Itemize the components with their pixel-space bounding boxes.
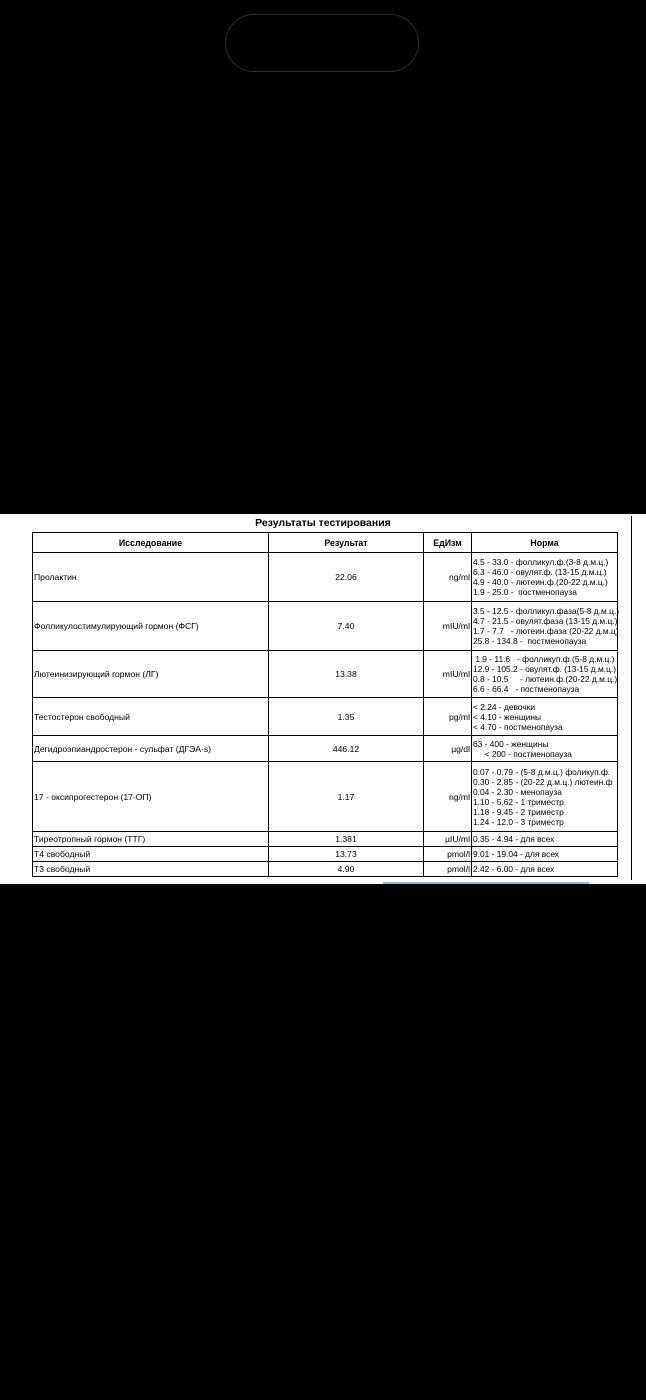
norm-line: 4.9 - 40.0 - лютеин.ф.(20-22 д.м.ц.)	[473, 577, 608, 587]
norm-line: 6.3 - 46.0 - овулят.ф. (13-15 д.м.ц.)	[473, 567, 607, 577]
norm-line: 0.30 - 2.85 - (20-22 д.м.ц.) лютеин.ф	[473, 776, 613, 787]
test-result: 4.90	[269, 862, 424, 877]
test-norm	[472, 602, 618, 651]
norm-line: 3.5 - 12.5 - фолликул.фаза(5-8 д.м.ц.)	[473, 606, 620, 616]
test-unit: mIU/ml	[424, 602, 472, 651]
norm-line: 4.7 - 21.5 - овулят.фаза (13-15 д.м.ц.)	[473, 616, 618, 626]
scroll-indicator-strip	[383, 882, 589, 884]
column-header-test: Исследование	[33, 533, 269, 553]
test-result: 1.17	[269, 762, 424, 832]
norm-line: < 200 - постменопауза	[473, 748, 572, 759]
page-edge-divider	[631, 516, 632, 880]
test-norm	[472, 832, 618, 847]
test-result: 1.381	[269, 832, 424, 847]
norm-line: 1.9 - 25.0 - постменопауза	[473, 587, 577, 597]
test-unit: pmol/l	[424, 847, 472, 862]
test-result: 13.38	[269, 651, 424, 698]
norm-line: < 4.10 - женщины	[473, 711, 542, 722]
results-table	[32, 532, 618, 877]
test-norm	[472, 762, 618, 832]
norm-line: 25.8 - 134.8 - постменопауза	[473, 636, 587, 646]
test-result: 446.12	[269, 736, 424, 762]
test-name: Т3 свободный	[33, 862, 269, 877]
document-title: Результаты тестирования	[255, 517, 391, 529]
test-name: Лютеинизирующий гормон (ЛГ)	[33, 651, 269, 698]
norm-line: 0.07 - 0.79 - (5-8 д.м.ц.) фоликуп.ф.	[473, 766, 611, 777]
table-row	[33, 847, 618, 862]
table-row	[33, 862, 618, 877]
camera-notch	[225, 14, 419, 72]
norm-line: 0.04 - 2.30 - менопауза	[473, 786, 562, 797]
test-name: Тиреотропный гормон (ТТГ)	[33, 832, 269, 847]
test-name: Фолликулостимулирующий гормон (ФСГ)	[33, 602, 269, 651]
table-row	[33, 698, 618, 736]
norm-line: 1.18 - 9.45 - 2 триместр	[473, 806, 564, 817]
norm-line: 4.5 - 33.0 - фолликул.ф.(3-8 д.м.ц.)	[473, 557, 609, 567]
column-header-result: Результат	[269, 533, 424, 553]
table-row	[33, 602, 618, 651]
test-result: 1.35	[269, 698, 424, 736]
test-result: 22.06	[269, 553, 424, 602]
test-unit: ng/ml	[424, 553, 472, 602]
table-row	[33, 651, 618, 698]
column-header-unit: ЕдИзм	[424, 533, 472, 553]
table-row	[33, 553, 618, 602]
norm-line: 1.10 - 5.62 - 1 триместр	[473, 796, 564, 807]
column-header-norm: Норма	[472, 533, 618, 553]
test-norm	[472, 862, 618, 877]
test-norm	[472, 736, 618, 762]
test-unit: pg/ml	[424, 698, 472, 736]
table-row	[33, 832, 618, 847]
test-norm	[472, 651, 618, 698]
table-header-row	[33, 533, 618, 553]
table-row	[33, 762, 618, 832]
test-name: 17 - оксипрогестерон (17-ОП)	[33, 762, 269, 832]
norm-line: 9.01 - 19.04 - для всех	[473, 849, 559, 859]
norm-line: < 4.70 - постменопауза	[473, 721, 563, 732]
test-norm	[472, 698, 618, 736]
norm-line: 6.6 - 66.4 - постменопауза	[473, 684, 580, 694]
norm-line: 0.8 - 10.5 - лютеин.ф.(20-22 д.м.ц.)	[473, 674, 618, 684]
test-unit: mIU/ml	[424, 651, 472, 698]
test-result: 7.40	[269, 602, 424, 651]
norm-line: < 2.24 - девочки	[473, 701, 536, 712]
test-name: Дегидроэпиандростерон - сульфат (ДГЭА-s)	[33, 736, 269, 762]
norm-line: 1.9 - 11.6 - фолликуп.ф.(5-8 д.м.ц.)	[473, 654, 615, 664]
norm-line: 2.42 - 6.00 - для всех	[473, 864, 555, 874]
test-name: Тестостерон свободный	[33, 698, 269, 736]
norm-line: 1.7 - 7.7 - лютеин.фаза (20-22 д.м.ц)	[473, 626, 619, 636]
test-result: 13.73	[269, 847, 424, 862]
norm-line: 1.24 - 12.0 - 3 триместр	[473, 816, 564, 827]
norm-line: 63 - 400 - женщины	[473, 738, 549, 749]
test-unit: ng/ml	[424, 762, 472, 832]
test-norm	[472, 553, 618, 602]
test-unit: pmol/l	[424, 862, 472, 877]
norm-line: 0.35 - 4.94 - для всех	[473, 834, 555, 844]
test-unit: µIU/ml	[424, 832, 472, 847]
test-name: Пролактин	[33, 553, 269, 602]
norm-line: 12.9 - 105.2 - овулят.ф. (13-15 д.м.ц.)	[473, 664, 617, 674]
lab-results-document	[0, 514, 646, 884]
table-row	[33, 736, 618, 762]
test-unit: µg/dl	[424, 736, 472, 762]
test-name: Т4 свободный	[33, 847, 269, 862]
test-norm	[472, 847, 618, 862]
